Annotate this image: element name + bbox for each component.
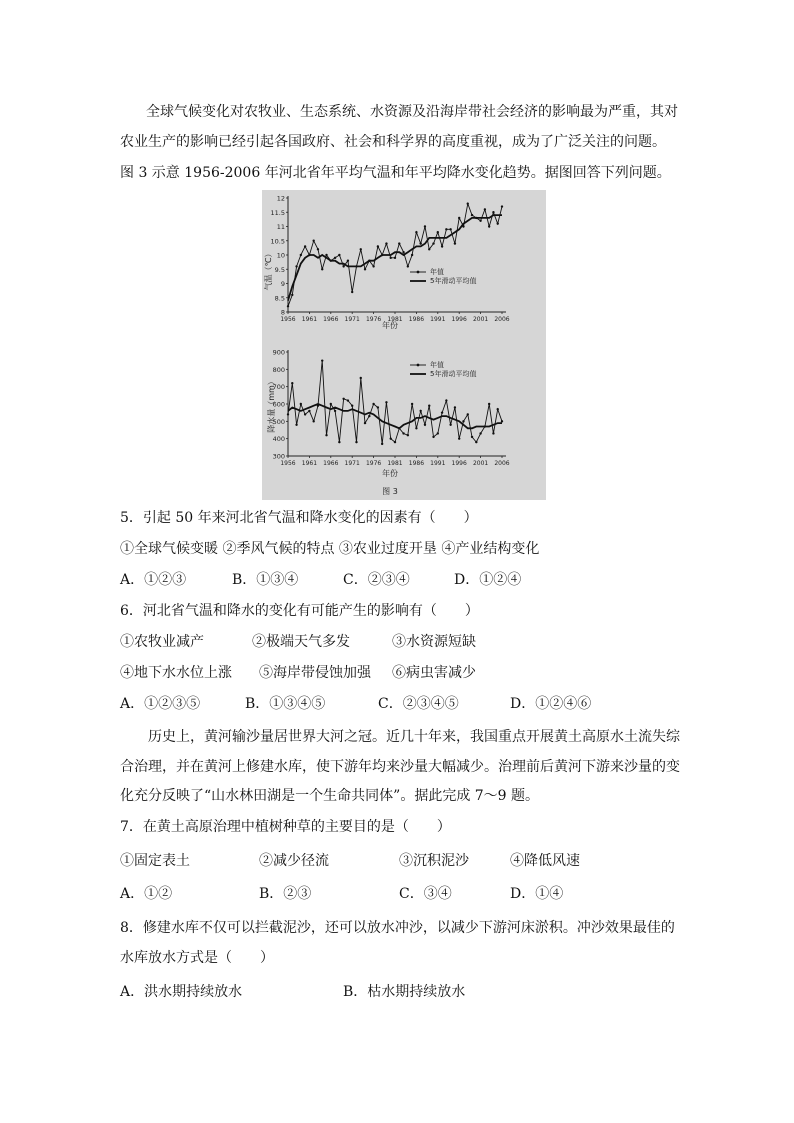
precip-annual-point	[402, 432, 404, 434]
temp-annual-point	[364, 268, 366, 270]
q6-option-a[interactable]: A．①②③⑤	[120, 696, 201, 712]
temp-x-tick-label: 1991	[430, 316, 446, 323]
precip-annual-point	[300, 403, 302, 405]
temp-annual-point	[484, 208, 486, 210]
precip-annual-point	[338, 441, 340, 443]
temp-annual-point	[342, 265, 344, 267]
precip-annual-point	[407, 434, 409, 436]
precip-annual-point	[411, 403, 413, 405]
precip-annual-point	[360, 377, 362, 379]
q6-item-3: ③水资源短缺	[392, 634, 476, 650]
temp-x-tick-label: 1961	[301, 316, 318, 323]
precip-legend-annual: 年值	[430, 361, 444, 369]
temp-y-tick-label: 8	[280, 308, 285, 317]
temp-annual-point	[449, 228, 451, 230]
temp-y-tick-label: 12	[276, 194, 285, 203]
temp-legend-annual-marker	[417, 271, 420, 274]
temp-x-axis-label: 年份	[382, 321, 398, 330]
precip-x-tick-label: 1956	[280, 460, 296, 467]
intro-line-1: 全球气候变化对农牧业、生态系统、水资源及沿海岸带社会经济的影响最为严重，其对	[146, 104, 678, 120]
precip-x-axis-label: 年份	[382, 469, 398, 478]
temp-annual-point	[312, 240, 314, 242]
q8-option-b[interactable]: B．枯水期持续放水	[343, 984, 466, 1000]
temp-x-tick-label: 1981	[387, 316, 403, 323]
precip-annual-point	[415, 427, 417, 429]
precip-annual-point	[304, 413, 306, 415]
temp-x-tick-label: 2001	[472, 316, 489, 323]
precip-annual-point	[488, 403, 490, 405]
precip-annual-point	[471, 436, 473, 438]
temp-annual-point	[424, 225, 426, 227]
precip-legend-annual-marker	[417, 364, 420, 367]
precip-y-tick-label: 700	[272, 383, 285, 392]
precip-annual-point	[441, 411, 443, 413]
precip-annual-point	[325, 434, 327, 436]
precip-y-tick-label: 900	[272, 348, 285, 357]
temp-annual-point	[411, 254, 413, 256]
q7-item-1: ①固定表土	[120, 853, 190, 869]
temp-annual-point	[492, 211, 494, 213]
precip-annual-point	[462, 420, 464, 422]
precip-annual-point	[308, 410, 310, 412]
precip-y-tick-label: 800	[272, 365, 285, 374]
precip-annual-point	[497, 408, 499, 410]
temp-annual-point	[501, 205, 503, 207]
precip-annual-point	[368, 415, 370, 417]
temp-annual-point	[317, 248, 319, 250]
precip-annual-point	[501, 420, 503, 422]
temp-y-tick-label: 8.5	[274, 294, 285, 303]
temp-x-tick-label: 1971	[344, 316, 360, 323]
passage2-line-2: 合治理，并在黄河上修建水库，使下游年均来沙量大幅减少。治理前后黄河下游来沙量的变	[120, 759, 680, 775]
precip-y-tick-label: 400	[272, 435, 285, 444]
temp-annual-point	[407, 265, 409, 267]
q7-option-a[interactable]: A．①②	[120, 886, 173, 902]
precip-annual-point	[394, 441, 396, 443]
temp-y-tick-label: 11.5	[270, 208, 285, 217]
temp-annual-point	[291, 294, 293, 296]
temp-annual-point	[497, 222, 499, 224]
figure-caption: 图 3	[382, 487, 398, 496]
temp-annual-point	[432, 242, 434, 244]
precip-annual-point	[437, 432, 439, 434]
q5-option-a[interactable]: A．①②③	[120, 572, 187, 588]
intro-line-3: 图 3 示意 1956-2006 年河北省年平均气温和年平均降水变化趋势。据图回答下列问题。	[120, 165, 671, 181]
temp-y-tick-label: 9.5	[274, 265, 285, 274]
q7-item-4: ④降低风速	[510, 853, 580, 869]
temp-annual-point	[398, 242, 400, 244]
temp-annual-point	[372, 265, 374, 267]
temp-annual-point	[415, 231, 417, 233]
precip-x-tick-label: 1996	[451, 460, 467, 467]
temp-annual-point	[419, 242, 421, 244]
q6-item-5: ⑤海岸带侵蚀加强	[259, 665, 371, 681]
q7-item-3: ③沉积泥沙	[399, 853, 469, 869]
temp-annual-point	[300, 254, 302, 256]
precip-annual-point	[445, 399, 447, 401]
precip-annual-point	[342, 398, 344, 400]
temp-legend-annual: 年值	[430, 268, 444, 276]
precip-annual-point	[419, 410, 421, 412]
precip-annual-point	[355, 441, 357, 443]
temp-legend-moving: 5年滑动平均值	[430, 277, 477, 285]
q6-option-c[interactable]: C．②③④⑤	[378, 696, 459, 712]
temp-x-tick-label: 1956	[280, 316, 296, 323]
q6-item-4: ④地下水水位上涨	[120, 665, 232, 681]
temp-annual-point	[437, 231, 439, 233]
q6-item-1: ①农牧业减产	[120, 634, 204, 650]
temp-annual-point	[338, 254, 340, 256]
temp-x-tick-label: 1986	[408, 316, 425, 323]
precip-annual-point	[377, 406, 379, 408]
precip-annual-point	[390, 437, 392, 439]
precip-annual-point	[385, 401, 387, 403]
temp-annual-point	[304, 245, 306, 247]
precip-x-tick-label: 1961	[301, 460, 318, 467]
temp-annual-point	[360, 248, 362, 250]
precip-annual-point	[381, 443, 383, 445]
temp-y-axis-label: 气温（℃）	[264, 249, 273, 291]
temp-x-tick-label: 1976	[365, 316, 382, 323]
precip-annual-point	[287, 413, 289, 415]
precip-annual-point	[351, 405, 353, 407]
precip-x-tick-label: 1986	[408, 460, 425, 467]
temp-annual-point	[394, 257, 396, 259]
q5-option-c[interactable]: C．②③④	[343, 572, 410, 588]
precip-y-tick-label: 600	[272, 400, 285, 409]
temp-annual-point	[321, 268, 323, 270]
precip-x-tick-label: 1971	[344, 460, 360, 467]
precip-annual-point	[479, 432, 481, 434]
q7-item-2: ②减少径流	[259, 853, 329, 869]
precip-annual-point	[454, 406, 456, 408]
temp-y-tick-label: 11	[276, 223, 285, 231]
q6-option-d[interactable]: D．①②④⑥	[510, 696, 592, 712]
passage2-line-1: 历史上，黄河输沙量居世界大河之冠。近几十年来，我国重点开展黄土高原水土流失综	[148, 729, 680, 745]
precip-y-axis-label: 降水量（mm）	[267, 377, 276, 433]
q8-option-a[interactable]: A．洪水期持续放水	[120, 984, 243, 1000]
temp-annual-point	[385, 242, 387, 244]
q8-line-1: 8．修建水库不仅可以拦截泥沙，还可以放水冲沙，以减少下游河床淤积。冲沙效果最佳的	[120, 920, 675, 936]
precip-annual-point	[330, 403, 332, 405]
intro-line-2: 农业生产的影响已经引起各国政府、社会和科学界的高度重视，成为了广泛关注的问题。	[120, 134, 666, 150]
precip-annual-point	[364, 422, 366, 424]
temp-y-tick-label: 9	[280, 280, 285, 288]
precip-annual-point	[458, 437, 460, 439]
precip-y-tick-label: 500	[272, 417, 285, 426]
temp-y-tick-label: 10	[276, 251, 285, 260]
precip-annual-point	[424, 424, 426, 426]
temp-x-tick-label: 2006	[494, 316, 510, 323]
q6-option-b[interactable]: B．①③④⑤	[245, 696, 326, 712]
q6-item-2: ②极端天气多发	[252, 634, 350, 650]
temp-annual-point	[377, 245, 379, 247]
q5-stem: 5．引起 50 年来河北省气温和降水变化的因素有（ ）	[120, 510, 478, 526]
passage2-line-3: 化充分反映了“山水林田湖是一个生命共同体”。据此完成 7～9 题。	[120, 788, 540, 804]
temp-annual-point	[351, 291, 353, 293]
temp-annual-point	[428, 248, 430, 250]
temp-annual-point	[295, 265, 297, 267]
temp-annual-point	[325, 254, 327, 256]
temp-annual-point	[347, 260, 349, 262]
precip-annual-point	[428, 405, 430, 407]
q5-items: ①全球气候变暖 ②季风气候的特点 ③农业过度开垦 ④产业结构变化	[120, 541, 540, 557]
temp-annual-point	[287, 305, 289, 307]
precip-annual-point	[347, 399, 349, 401]
precip-annual-point	[312, 420, 314, 422]
q5-option-b[interactable]: B．①③④	[232, 572, 299, 588]
precip-annual-point	[321, 359, 323, 361]
figure-3	[262, 190, 546, 500]
q7-option-c[interactable]: C．③④	[399, 886, 452, 902]
temp-annual-point	[458, 217, 460, 219]
precip-x-tick-label: 1981	[387, 460, 403, 467]
temp-annual-point	[390, 257, 392, 259]
precip-annual-point	[295, 424, 297, 426]
precip-legend-moving: 5年滑动平均值	[430, 370, 477, 378]
precip-annual-point	[372, 403, 374, 405]
temp-annual-point	[467, 203, 469, 205]
q8-line-2: 水库放水方式是（ ）	[120, 950, 274, 966]
precip-y-tick-label: 300	[272, 452, 285, 461]
q7-option-d[interactable]: D．①④	[510, 886, 564, 902]
temp-x-tick-label: 1966	[323, 316, 339, 323]
q6-stem: 6．河北省气温和降水的变化有可能产生的影响有（ ）	[120, 603, 479, 619]
temp-annual-point	[441, 245, 443, 247]
temp-annual-point	[402, 251, 404, 253]
temp-x-tick-label: 1996	[451, 316, 467, 323]
temp-y-tick-label: 10.5	[270, 237, 285, 246]
temp-annual-point	[454, 242, 456, 244]
precip-annual-point	[432, 436, 434, 438]
temp-annual-point	[334, 257, 336, 259]
temp-annual-point	[445, 228, 447, 230]
precip-annual-point	[334, 410, 336, 412]
temp-annual-point	[479, 220, 481, 222]
temp-annual-point	[488, 225, 490, 227]
precip-annual-point	[291, 382, 293, 384]
temp-annual-point	[471, 214, 473, 216]
precip-x-tick-label: 2001	[472, 460, 489, 467]
precip-x-tick-label: 2006	[494, 460, 510, 467]
precip-x-tick-label: 1991	[430, 460, 446, 467]
precip-x-tick-label: 1966	[323, 460, 339, 467]
precip-annual-point	[492, 432, 494, 434]
q7-stem: 7．在黄土高原治理中植树种草的主要目的是（ ）	[120, 819, 451, 835]
q7-option-b[interactable]: B．②③	[259, 886, 312, 902]
precip-x-tick-label: 1976	[365, 460, 382, 467]
precip-annual-point	[475, 441, 477, 443]
q5-option-d[interactable]: D．①②④	[454, 572, 522, 588]
precip-annual-point	[467, 413, 469, 415]
q6-item-6: ⑥病虫害减少	[392, 665, 476, 681]
precip-annual-point	[449, 424, 451, 426]
